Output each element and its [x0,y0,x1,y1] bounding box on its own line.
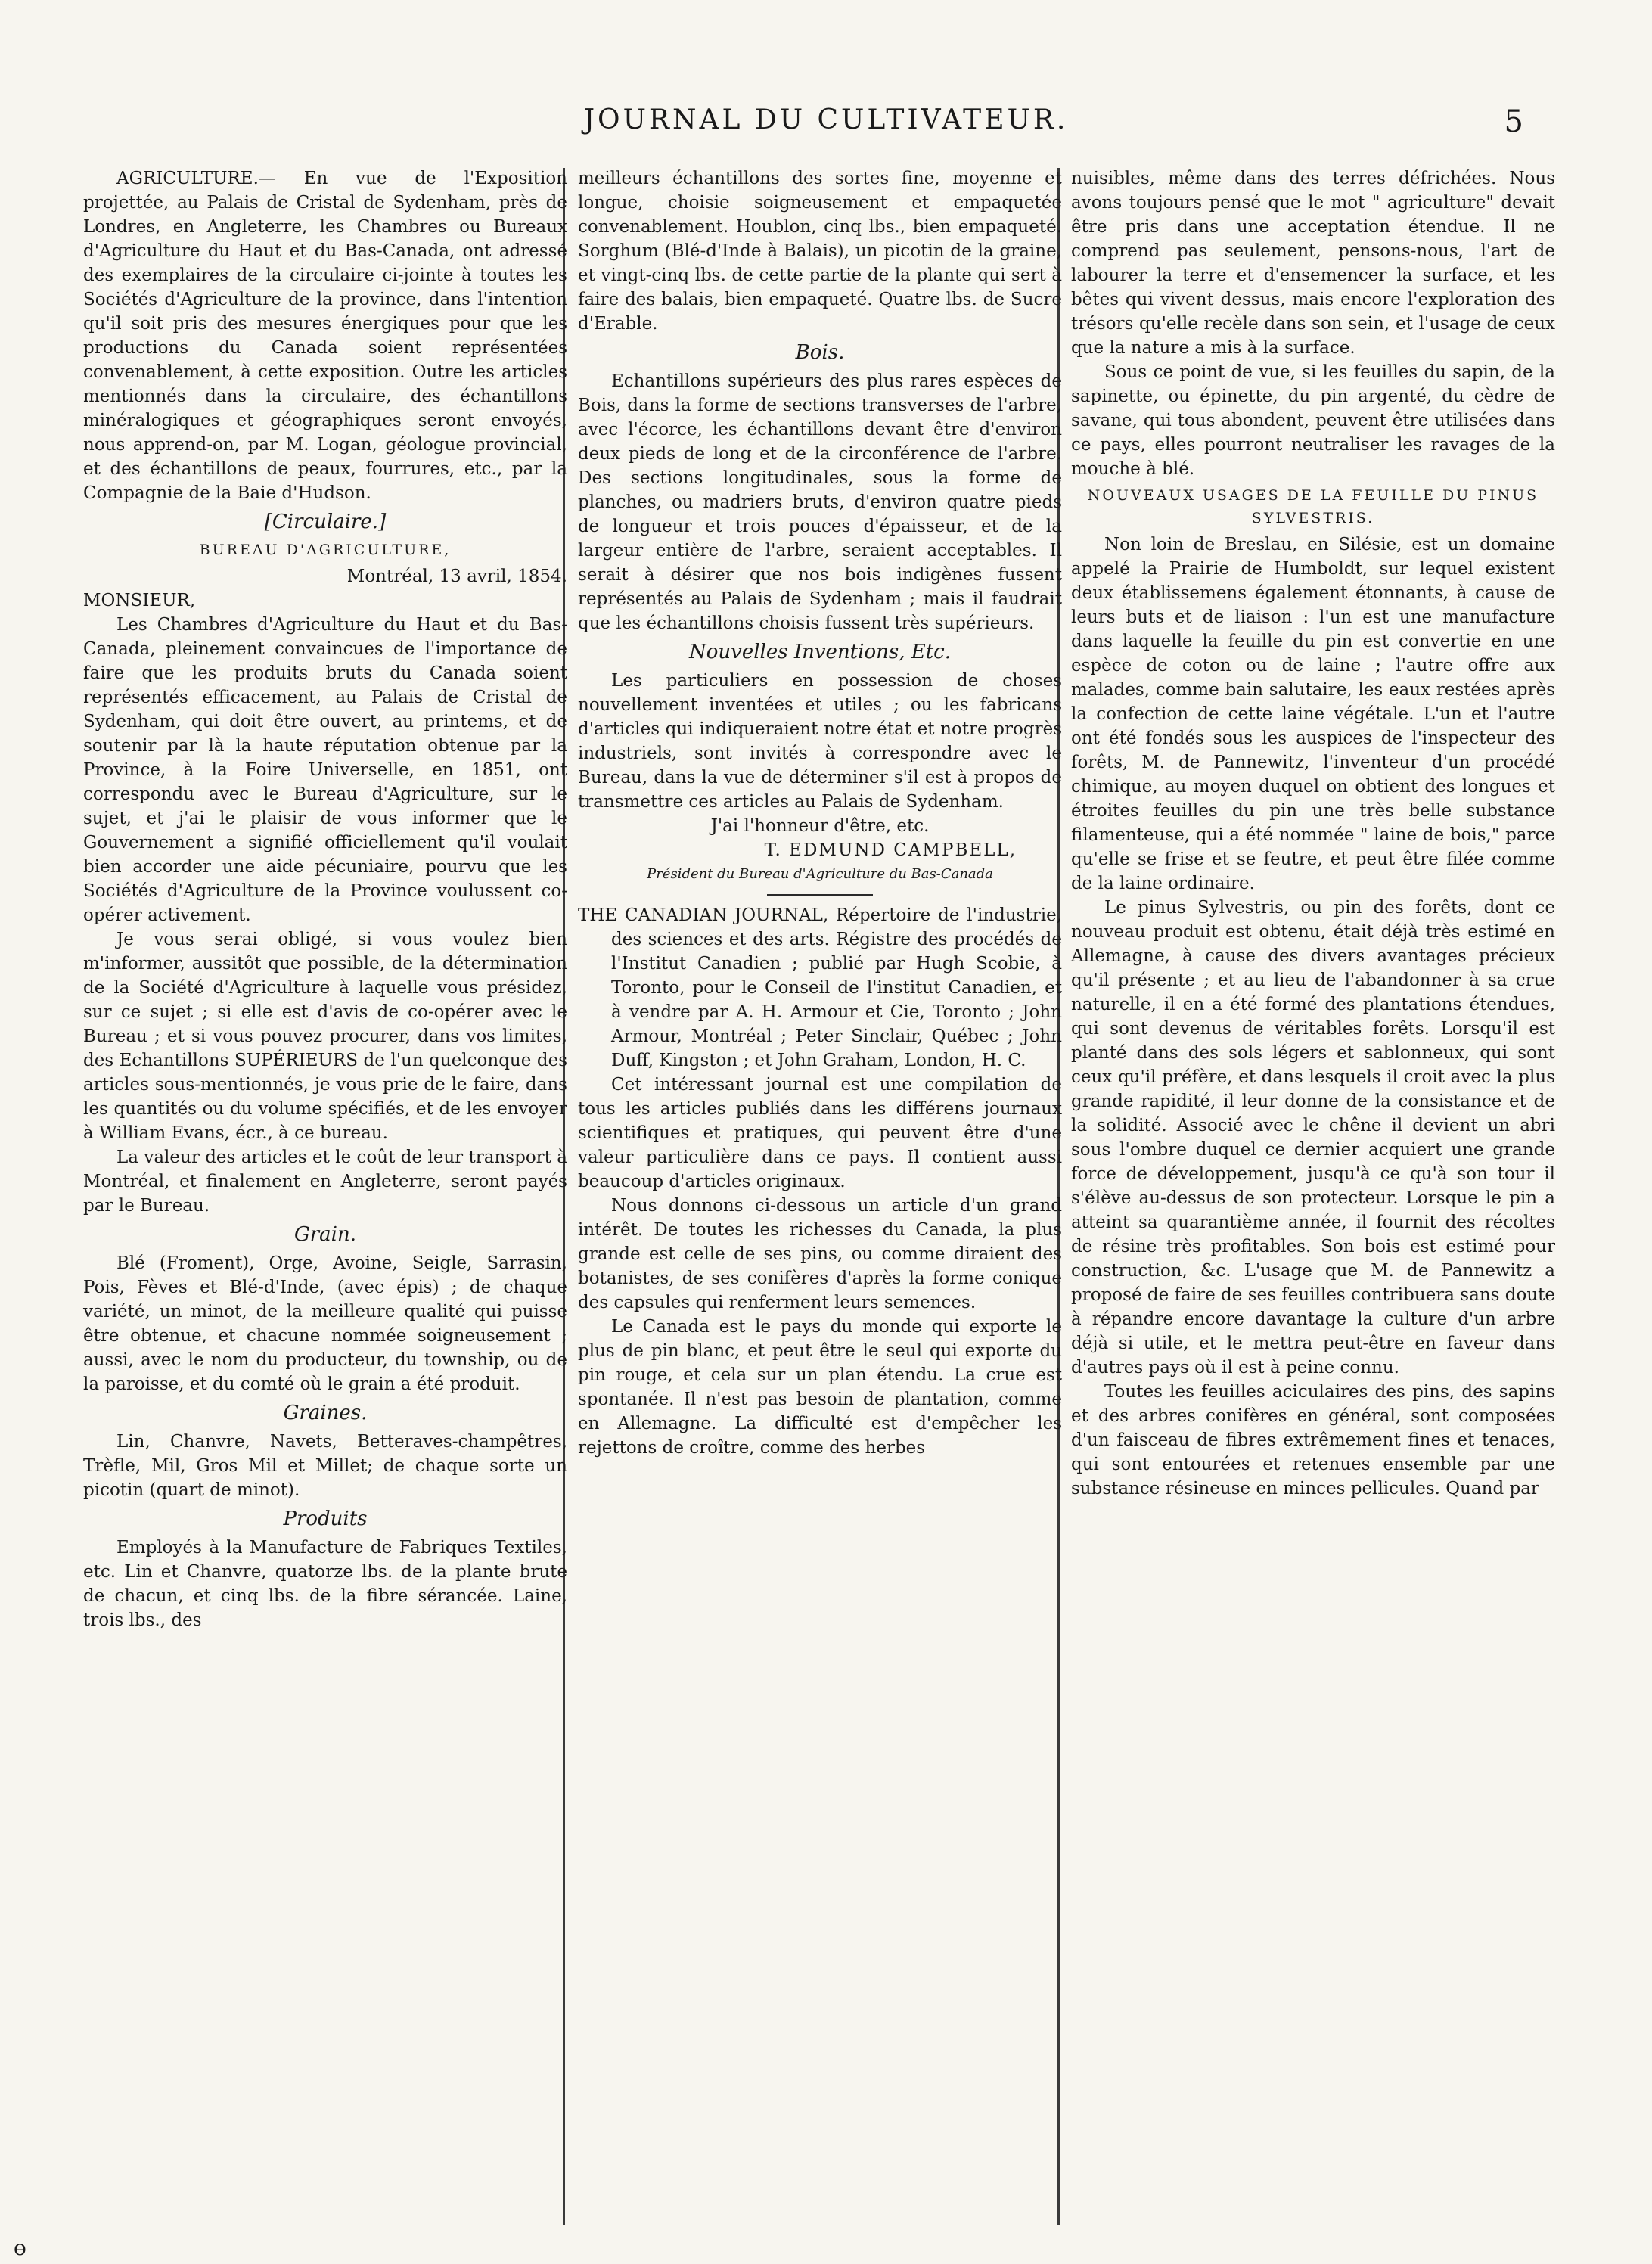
signature: T. EDMUND CAMPBELL, [764,840,1017,860]
paragraph: Employés à la Manufacture de Fabriques Textiles, etc. Lin et Chanvre, quatorze lbs. de la plante brute de chacun, et cinq lbs. de la fibre sérancée. Laine, trois lbs., des [83,1538,567,1630]
paragraph: Lin, Chanvre, Navets, Betteraves-champêtres, Trèfle, Mil, Gros Mil et Millet; de chaque sorte un picotin (quart de minot). [83,1432,567,1500]
column-2 [578,166,1062,1460]
canadian-journal-notice: THE CANADIAN JOURNAL, Répertoire de l'industrie, des sciences et des arts. Régistre des procédés de l'Institut Canadien ; publié par Hugh Scobie, à Toronto, pour le Conseil de l'institut Canadien, et à vendre par A. H. Armour et Cie, Toronto ; John Armour, Montréal ; Peter Sinclair, Québec ; John Duff, Kingston ; et John Graham, London, H. C. [578,905,1062,1070]
paragraph: Toutes les feuilles aciculaires des pins, des sapins et des arbres conifères en général, sont composées d'un faisceau de fibres extrêmement fines et tenaces, qui sont entourées et retenues ensemble par une substance résineuse en minces pellicules. Quand par [1071,1382,1555,1498]
paragraph: Cet intéressant journal est une compilation de tous les articles publiés dans les différens journaux scientifiques et pratiques, qui peuvent être d'une valeur particulière dans ce pays. Il contient aussi beaucoup d'articles originaux. [578,1075,1062,1191]
paragraph: Les particuliers en possession de choses nouvellement inventées et utiles ; ou les fabricans d'articles qui indiqueraient notre état et notre progrès industriels, sont invités à correspondre avec le Bureau, dans la vue de déterminer s'il est à propos de transmettre ces articles au Palais de Sydenham. [578,671,1062,812]
signature-title: Président du Bureau d'Agriculture du Bas-Canada [647,866,993,882]
margin-mark: ɵ [14,2235,26,2260]
dateline: Montréal, 13 avril, 1854. [346,567,567,586]
paragraph: Echantillons supérieurs des plus rares espèces de Bois, dans la forme de sections transverses de l'arbre, avec l'écorce, les échantillons devant être d'environ deux pieds de long et de la circonférence de l'arbre. Des sections longitudinales, sous la forme de planches, ou madriers bruts, d'environ quatre pieds de longueur et trois pouces d'épaisseur, et de la largeur entière de l'arbre, seraient acceptables. Il serait à désirer que nos bois indigènes fussent représentés au Palais de Sydenham ; mais il faudrait que les échantillons choisis fussent très supérieurs. [578,371,1062,633]
circular-heading: [Circulaire.] [264,511,387,533]
paragraph: Les Chambres d'Agriculture du Haut et du Bas-Canada, pleinement convaincues de l'importance de faire que les produits bruts du Canada soient représentés efficacement, au Palais de Cristal de Sydenham, qui doit être ouvert, au printems, et de soutenir par là la haute réputation obtenue par la Province, à la Foire Universelle, en 1851, ont correspondu avec le Bureau d'Agriculture, sur le sujet, et j'ai le plaisir de vous informer que le Gouvernement a signifié officiellement qu'il voulait bien accorder une aide pécuniaire, pourvu que les Sociétés d'Agriculture de la Province voulussent co-opérer activement. [83,615,567,925]
journal-title: JOURNAL DU CULTIVATEUR. [583,104,1069,135]
column-3 [1071,166,1555,1501]
grain-heading: Grain. [293,1223,357,1246]
paragraph: La valeur des articles et le coût de leur transport à Montréal, et finalement en Angleterre, seront payés par le Bureau. [83,1148,567,1216]
pinus-heading: NOUVEAUX USAGES DE LA FEUILLE DU PINUS SYLVESTRIS. [1087,487,1539,526]
paragraph: Non loin de Breslau, en Silésie, est un domaine appelé la Prairie de Humboldt, sur lequel existent deux établissemens également étonnants, à cause de leurs buts et de liaison : l'un est une manufacture dans laquelle la feuille du pin est convertie en une espèce de coton ou de laine ; l'autre offre aux malades, comme bain salutaire, les eaux restées après la confection de cette laine végétale. L'un et l'autre ont été fondés sous les auspices de l'inspecteur des forêts, M. de Pannewitz, l'inventeur d'un procédé chimique, au moyen duquel on obtient des longues et étroites feuilles du pin une très belle substance filamenteuse, qui a été nommée " laine de bois," parce qu'elle se frise et se feutre, et peut être filée comme de la laine ordinaire. [1071,535,1555,893]
closing: J'ai l'honneur d'être, etc. [710,816,930,836]
column-1 [83,166,567,1632]
divider [767,894,873,896]
salutation: MONSIEUR, [83,591,196,610]
paragraph: Je vous serai obligé, si vous voulez bien m'informer, aussitôt que possible, de la détermination de la Société d'Agriculture à laquelle vous présidez, sur ce sujet ; si elle est d'avis de co-opérer avec le Bureau ; et si vous pouvez procurer, dans vos limites, des Echantillons SUPÉRIEURS de l'un quelconque des articles sous-mentionnés, je vous prie de le faire, dans les quantités ou du volume spécifiés, et de les envoyer à William Evans, écr., à ce bureau. [83,930,567,1143]
paragraph: Le Canada est le pays du monde qui exporte le plus de pin blanc, et peut être le seul qui exporte du pin rouge, et cela sur un plan étendu. La crue est spontanée. Il n'est pas besoin de plantation, comme en Allemagne. La difficulté est d'empêcher les rejettons de croître, comme des herbes [578,1317,1062,1458]
running-head [0,104,1652,142]
paragraph: meilleurs échantillons des sortes fine, moyenne et longue, choisie soigneusement et empaquetée convenablement. Houblon, cinq lbs., bien empaqueté. Sorghum (Blé-d'Inde à Balais), un picotin de la graine, et vingt-cinq lbs. de cette partie de la plante qui sert à faire des balais, bien empaqueté. Quatre lbs. de Sucre d'Erable. [578,169,1062,334]
inventions-heading: Nouvelles Inventions, Etc. [689,641,951,663]
paragraph: Blé (Froment), Orge, Avoine, Seigle, Sarrasin, Pois, Fèves et Blé-d'Inde, (avec épis) ; de chaque variété, un minot, de la meilleure qualité qui puisse être obtenue, et chacune nommée soigneusement ; aussi, avec le nom du producteur, du township, ou de la paroisse, et du comté où le grain a été produit. [83,1253,567,1394]
article-agriculture: AGRICULTURE.— En vue de l'Exposition projettée, au Palais de Cristal de Sydenham, près de Londres, en Angleterre, les Chambres ou Bureaux d'Agriculture du Haut et du Bas-Canada, ont adressé des exemplaires de la circulaire ci-jointe à toutes les Sociétés d'Agriculture de la province, dans l'intention qu'il soit pris des mesures énergiques pour que les productions du Canada soient représentées convenablement, à cette exposition. Outre les articles mentionnés dans la circulaire, des échantillons minéralogiques et géographiques seront envoyés, nous apprend-on, par M. Logan, géologue provincial, et des échantillons de peaux, fourrures, etc., par la Compagnie de la Baie d'Hudson. [83,169,567,503]
produits-heading: Produits [283,1508,368,1530]
paragraph: nuisibles, même dans des terres défrichées. Nous avons toujours pensé que le mot " agriculture" devait être pris dans une acceptation étendue. Il ne comprend pas seulement, pensons-nous, l'art de labourer la terre et d'ensemencer la surface, et les bêtes qui vivent dessus, mais encore l'exploration des trésors qu'elle recèle dans son sein, et l'usage de ceux que la nature a mis à la surface. [1071,169,1555,358]
paragraph: Nous donnons ci-dessous un article d'un grand intérêt. De toutes les richesses du Canada, la plus grande est celle de ses pins, ou comme diraient des botanistes, de ses conifères d'après la forme conique des capsules qui renferment leurs semences. [578,1196,1062,1312]
paragraph: Sous ce point de vue, si les feuilles du sapin, de la sapinette, ou épinette, du pin argenté, du cèdre de savane, qui tous abondent, peuvent être utilisées dans ce pays, elles pourront neutraliser les ravages de la mouche à blé. [1071,362,1555,479]
bois-heading: Bois. [795,341,845,364]
graines-heading: Graines. [283,1402,368,1424]
paragraph: Le pinus Sylvestris, ou pin des forêts, dont ce nouveau produit est obtenu, était déjà très estimé en Allemagne, à cause des divers avantages précieux qu'il présente ; et au lieu de l'abandonner à sa crue naturelle, il en a été formé des plantations étendues, qui sont devenus de véritables forêts. Lorsqu'il est planté dans des sols légers et sablonneux, qui sont ceux qu'il préfère, et dans lesquels il croit avec la plus grande rapidité, il leur donne de la consistance et de la solidité. Associé avec le chêne il devient un abri sous l'ombre duquel ce dernier acquiert une grande force de développement, jusqu'à ce qu'à son tour il s'élève au-dessus de son protecteur. Lorsque le pin a atteint sa quarantième année, il fournit des récoltes de résine très profitables. Son bois est estimé pour construction, &c. L'usage que M. de Pannewitz a proposé de faire de ses feuilles contribuera sans doute à répandre encore davantage la culture d'un arbre déjà si utile, et le mettra peut-être en faveur dans d'autres pays où il est à peine connu. [1071,898,1555,1377]
bureau-heading: BUREAU D'AGRICULTURE, [199,542,452,558]
page-number: 5 [1504,104,1523,139]
